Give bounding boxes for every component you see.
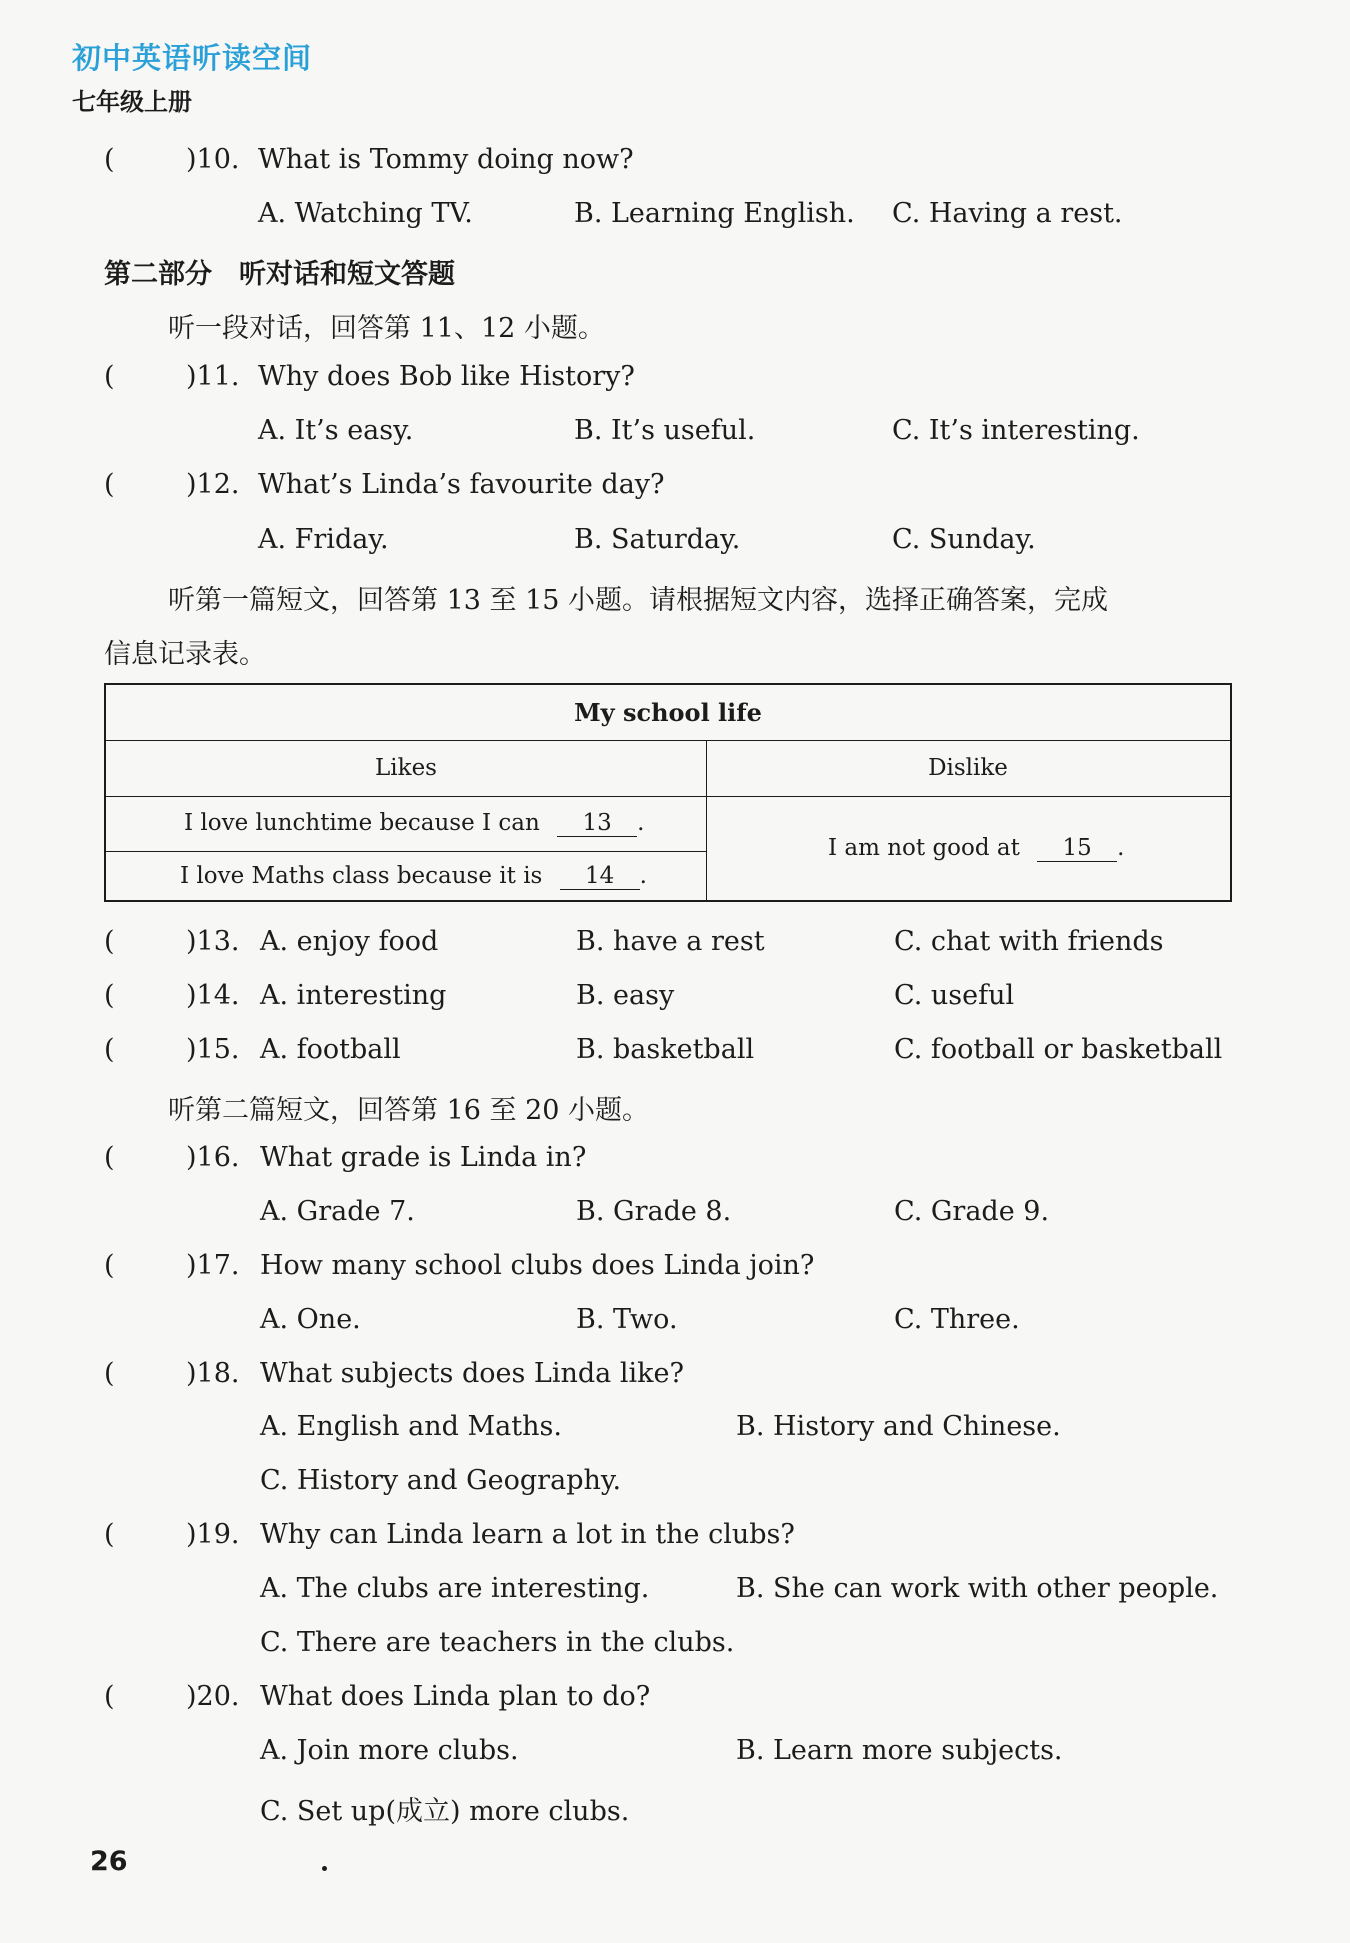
option-c: C. It’s interesting. bbox=[892, 415, 1140, 446]
likes-row-2-text: I love Maths class because it is bbox=[180, 863, 543, 889]
answer-paren[interactable]: ( bbox=[104, 1034, 115, 1065]
blank-14[interactable]: 14 bbox=[560, 863, 640, 890]
question-text: Why does Bob like History? bbox=[258, 361, 635, 392]
option-c: C. Set up(成立) more clubs. bbox=[260, 1796, 630, 1827]
school-life-table bbox=[104, 683, 1232, 902]
option-a: A. Join more clubs. bbox=[260, 1735, 519, 1766]
question-text: What does Linda plan to do? bbox=[260, 1681, 651, 1712]
likes-row-1 bbox=[184, 810, 644, 837]
option-c: C. useful bbox=[894, 980, 1015, 1011]
book-title: 初中英语听读空间 bbox=[72, 41, 313, 75]
question-number: )17. bbox=[186, 1250, 240, 1281]
answer-paren[interactable]: ( bbox=[104, 1142, 115, 1173]
option-b: B. Grade 8. bbox=[576, 1196, 732, 1227]
option-a: A. English and Maths. bbox=[260, 1411, 562, 1442]
blank-13[interactable]: 13 bbox=[557, 810, 637, 837]
option-b: B. History and Chinese. bbox=[736, 1411, 1061, 1442]
option-a: A. The clubs are interesting. bbox=[260, 1573, 650, 1604]
question-number: )12. bbox=[186, 469, 240, 500]
question-number: )10. bbox=[186, 144, 240, 175]
column-header-dislike: Dislike bbox=[928, 755, 1008, 781]
instruction: 听第二篇短文，回答第 16 至 20 小题。 bbox=[168, 1095, 650, 1126]
book-subtitle: 七年级上册 bbox=[72, 87, 192, 116]
question-number: )11. bbox=[186, 361, 240, 392]
option-a: A. Watching TV. bbox=[258, 198, 473, 229]
option-c: C. Having a rest. bbox=[892, 198, 1123, 229]
answer-paren[interactable]: ( bbox=[104, 1250, 115, 1281]
answer-paren[interactable]: ( bbox=[104, 144, 115, 175]
instruction: 听第一篇短文，回答第 13 至 15 小题。请根据短文内容，选择正确答案，完成 bbox=[168, 585, 1109, 616]
option-c: C. Grade 9. bbox=[894, 1196, 1050, 1227]
option-b: B. She can work with other people. bbox=[736, 1573, 1219, 1604]
option-c: C. Three. bbox=[894, 1304, 1020, 1335]
answer-paren[interactable]: ( bbox=[104, 469, 115, 500]
option-b: B. Two. bbox=[576, 1304, 678, 1335]
option-b: B. basketball bbox=[576, 1034, 755, 1065]
question-number: )20. bbox=[186, 1681, 240, 1712]
period: . bbox=[1117, 835, 1125, 861]
answer-paren[interactable]: ( bbox=[104, 1681, 115, 1712]
instruction-continued: 信息记录表。 bbox=[104, 639, 266, 670]
period: . bbox=[637, 810, 645, 836]
question-number: )19. bbox=[186, 1519, 240, 1550]
option-b: B. easy bbox=[576, 980, 675, 1011]
period: . bbox=[639, 863, 647, 889]
option-c: C. There are teachers in the clubs. bbox=[260, 1627, 735, 1658]
answer-paren[interactable]: ( bbox=[104, 926, 115, 957]
column-header-likes: Likes bbox=[375, 755, 437, 781]
option-a: A. Friday. bbox=[258, 524, 389, 555]
instruction: 听一段对话，回答第 11、12 小题。 bbox=[168, 313, 605, 344]
option-c: C. football or basketball bbox=[894, 1034, 1223, 1065]
question-number: )16. bbox=[186, 1142, 240, 1173]
likes-row-2 bbox=[180, 863, 647, 890]
page-number: 26 bbox=[90, 1846, 128, 1877]
option-a: A. enjoy food bbox=[260, 926, 439, 957]
likes-row-1-text: I love lunchtime because I can bbox=[184, 810, 540, 836]
question-text: How many school clubs does Linda join? bbox=[260, 1250, 815, 1281]
question-number: )18. bbox=[186, 1358, 240, 1389]
answer-paren[interactable]: ( bbox=[104, 361, 115, 392]
option-a: A. One. bbox=[260, 1304, 361, 1335]
option-c: C. Sunday. bbox=[892, 524, 1036, 555]
option-b: B. have a rest bbox=[576, 926, 765, 957]
question-number: )15. bbox=[186, 1034, 240, 1065]
question-text: What subjects does Linda like? bbox=[260, 1358, 684, 1389]
answer-paren[interactable]: ( bbox=[104, 1358, 115, 1389]
option-a: A. football bbox=[260, 1034, 401, 1065]
section-heading: 第二部分 听对话和短文答题 bbox=[104, 259, 455, 290]
question-text: What’s Linda’s favourite day? bbox=[258, 469, 665, 500]
option-b: B. Learning English. bbox=[574, 198, 855, 229]
blank-15[interactable]: 15 bbox=[1037, 835, 1117, 862]
question-number: )14. bbox=[186, 980, 240, 1011]
option-c: C. chat with friends bbox=[894, 926, 1164, 957]
table-caption: My school life bbox=[574, 698, 762, 727]
option-b: B. Saturday. bbox=[574, 524, 741, 555]
option-a: A. interesting bbox=[260, 980, 447, 1011]
option-a: A. Grade 7. bbox=[260, 1196, 415, 1227]
option-b: B. It’s useful. bbox=[574, 415, 756, 446]
question-text: What is Tommy doing now? bbox=[258, 144, 634, 175]
decorative-dot bbox=[322, 1866, 327, 1871]
dislike-text: I am not good at bbox=[828, 835, 1020, 861]
option-b: B. Learn more subjects. bbox=[736, 1735, 1063, 1766]
answer-paren[interactable]: ( bbox=[104, 980, 115, 1011]
dislike-cell bbox=[828, 835, 1124, 862]
question-text: Why can Linda learn a lot in the clubs? bbox=[260, 1519, 795, 1550]
question-number: )13. bbox=[186, 926, 240, 957]
table-caption-row bbox=[106, 685, 1230, 741]
option-a: A. It’s easy. bbox=[258, 415, 414, 446]
option-c: C. History and Geography. bbox=[260, 1465, 622, 1496]
answer-paren[interactable]: ( bbox=[104, 1519, 115, 1550]
question-text: What grade is Linda in? bbox=[260, 1142, 587, 1173]
